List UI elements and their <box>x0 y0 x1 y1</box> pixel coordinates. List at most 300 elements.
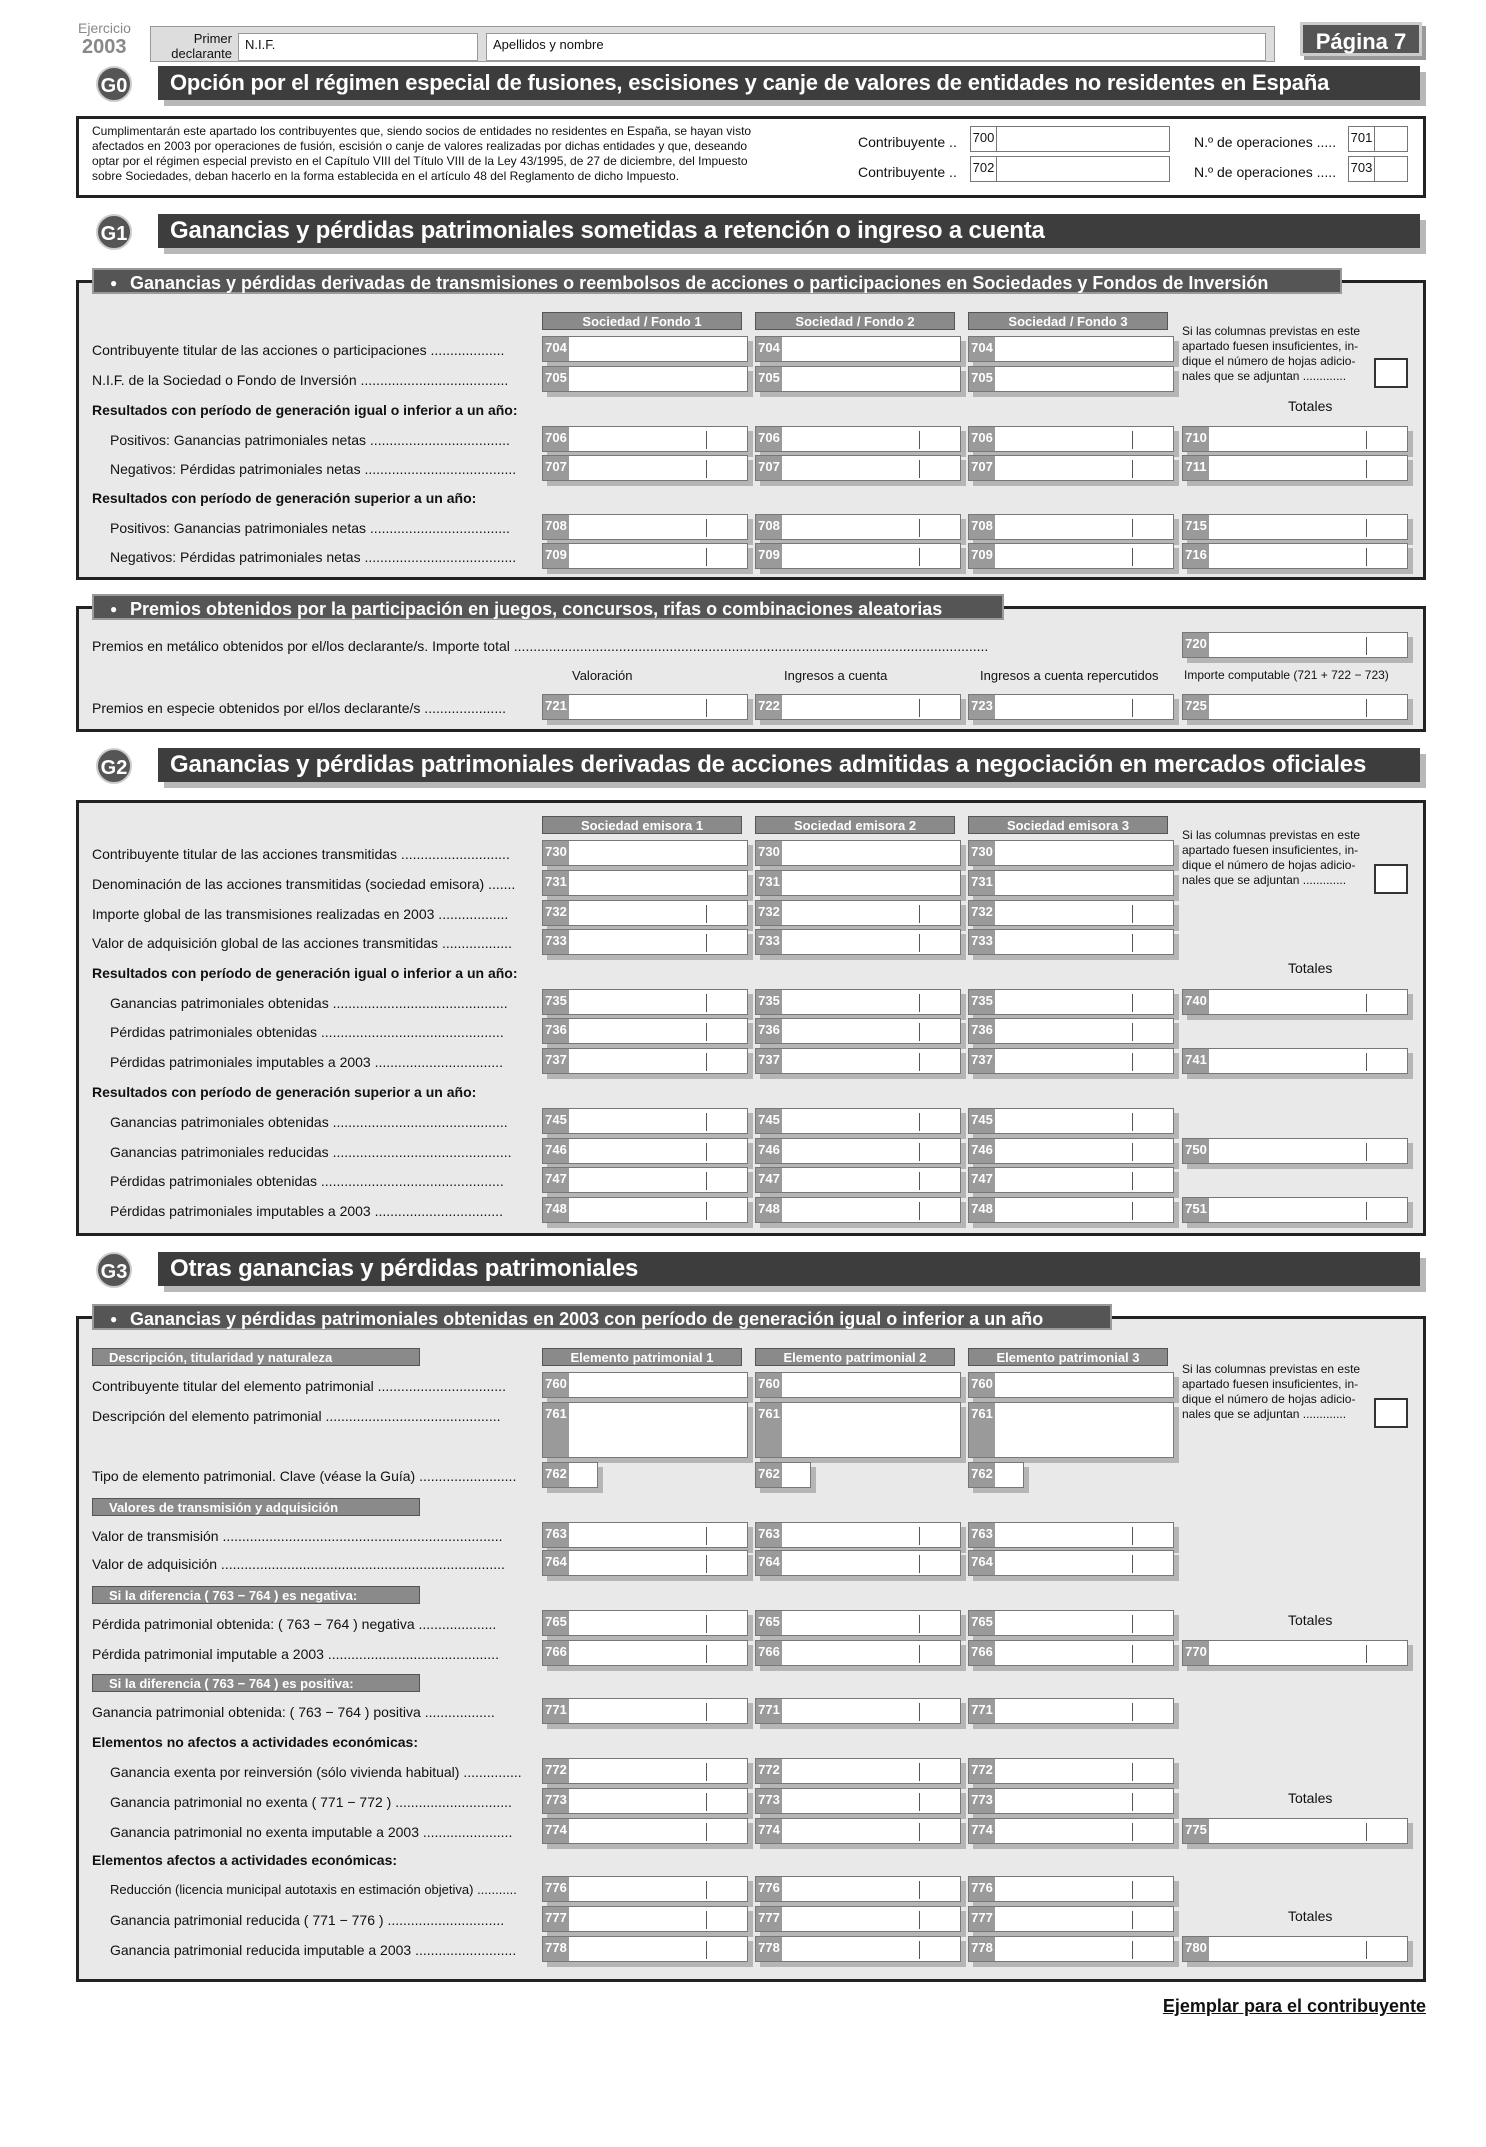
field-777[interactable] <box>755 1906 961 1932</box>
field-code: 704 <box>543 337 569 361</box>
field-735[interactable] <box>755 989 961 1015</box>
field-code: 722 <box>756 695 782 719</box>
field-746[interactable] <box>968 1138 1174 1164</box>
field-720[interactable] <box>1182 632 1408 658</box>
g2-label-per: Pérdidas patrimoniales obtenidas ............................................... <box>110 1024 504 1040</box>
g1-subhead-premios: ● Premios obtenidos por la participación en juegos, concursos, rifas o combinaciones aleatorias <box>92 594 1004 620</box>
field-code: 774 <box>543 1819 569 1843</box>
g3-label-reduccion: Reducción (licencia municipal autotaxis en estimación objetiva) ........... <box>110 1882 517 1897</box>
field-716[interactable] <box>1182 543 1408 569</box>
field-774[interactable] <box>755 1818 961 1844</box>
g1-note: Si las columnas previstas en este apartado fuesen insuficientes, in- dique el número de hojas adicio- nales que se adjuntan ............. <box>1182 324 1361 383</box>
field-740[interactable] <box>1182 989 1408 1015</box>
field-766[interactable] <box>968 1640 1174 1666</box>
field-708[interactable] <box>755 514 961 540</box>
field-706[interactable] <box>755 426 961 452</box>
field-code: 761 <box>543 1403 569 1457</box>
field-code: 776 <box>543 1877 569 1901</box>
g1-label-res1: Resultados con período de generación igual o inferior a un año: <box>92 402 518 418</box>
field-code: 746 <box>543 1139 569 1163</box>
g1-premio-col-ingresos: Ingresos a cuenta <box>784 668 888 683</box>
field-code: 708 <box>543 515 569 539</box>
field-773[interactable] <box>968 1788 1174 1814</box>
field-code: 735 <box>756 990 782 1014</box>
field-700[interactable]: 700 <box>970 126 1170 152</box>
field-773[interactable] <box>755 1788 961 1814</box>
field-722[interactable] <box>755 694 961 720</box>
field-code: 737 <box>543 1049 569 1073</box>
field-code: 773 <box>969 1789 995 1813</box>
field-code: 780 <box>1183 1937 1209 1961</box>
g3-totales-label-3: Totales <box>1288 1908 1333 1924</box>
field-code: 770 <box>1183 1641 1209 1665</box>
apellidos-field[interactable]: Apellidos y nombre <box>486 33 1266 61</box>
field-code: 709 <box>756 544 782 568</box>
g2-col-3: Sociedad emisora 3 <box>968 816 1168 834</box>
field-770[interactable] <box>1182 1640 1408 1666</box>
field-code: 706 <box>756 427 782 451</box>
field-705[interactable] <box>755 366 961 392</box>
g1-premio-col-valoracion: Valoración <box>572 668 633 683</box>
g3-totales-label-1: Totales <box>1288 1612 1333 1628</box>
g0-contribuyente-1: Contribuyente .. <box>858 134 957 150</box>
g1-premios-metalico: Premios en metálico obtenidos por el/los declarante/s. Importe total .......................................................................................................................... <box>92 638 989 654</box>
field-code: 763 <box>543 1523 569 1547</box>
field-code: 764 <box>543 1551 569 1575</box>
field-732[interactable] <box>542 900 748 926</box>
field-code: 730 <box>756 841 782 865</box>
field-746[interactable] <box>755 1138 961 1164</box>
field-775[interactable] <box>1182 1818 1408 1844</box>
field-code: 771 <box>543 1699 569 1723</box>
field-code: 707 <box>969 456 995 480</box>
field-778[interactable] <box>968 1936 1174 1962</box>
footer-ejemplar: Ejemplar para el contribuyente <box>1162 1996 1426 2016</box>
field-702[interactable]: 702 <box>970 156 1170 182</box>
g1-label-pos2: Positivos: Ganancias patrimoniales netas .................................... <box>110 520 510 536</box>
field-708[interactable] <box>542 514 748 540</box>
field-761[interactable] <box>968 1402 1174 1458</box>
g3-label-ganancia: Ganancia patrimonial obtenida: ( 763 − 764 ) positiva .................. <box>92 1704 495 1720</box>
field-763[interactable] <box>755 1522 961 1548</box>
field-762[interactable] <box>968 1462 1024 1488</box>
field-750[interactable] <box>1182 1138 1408 1164</box>
field-code: 709 <box>969 544 995 568</box>
field-code: 736 <box>969 1019 995 1043</box>
field-748[interactable] <box>755 1197 961 1223</box>
field-777[interactable] <box>542 1906 748 1932</box>
field-code: 772 <box>543 1759 569 1783</box>
g2-title: Ganancias y pérdidas patrimoniales derivadas de acciones admitidas a negociación en mercados oficiales <box>158 748 1420 782</box>
field-code: 765 <box>969 1611 995 1635</box>
field-code: 711 <box>1183 456 1209 480</box>
field-745[interactable] <box>542 1108 748 1134</box>
g3-col-2: Elemento patrimonial 2 <box>755 1348 955 1366</box>
field-772[interactable] <box>968 1758 1174 1784</box>
g2-label-perimp2: Pérdidas patrimoniales imputables a 2003 ................................. <box>110 1203 503 1219</box>
field-745[interactable] <box>755 1108 961 1134</box>
g3-desc-header: Descripción, titularidad y naturaleza <box>92 1348 420 1366</box>
field-771[interactable] <box>968 1698 1174 1724</box>
field-735[interactable] <box>542 989 748 1015</box>
field-code: 777 <box>969 1907 995 1931</box>
g1-label-pos1: Positivos: Ganancias patrimoniales netas .................................... <box>110 432 510 448</box>
g3-label-vtrans: Valor de transmisión ........................................................................ <box>92 1528 503 1544</box>
field-code: 760 <box>969 1373 995 1397</box>
field-701[interactable]: 701 <box>1348 126 1408 152</box>
g0-paragraph: Cumplimentarán este apartado los contribuyentes que, siendo socios de entidades no residentes en España, se hayan visto afectados en 2003 por operaciones de fusión, escisión o canje de valores realizadas por dichas entidades y que, deseando optar por el régimen especial previsto en el Capítulo VIII del Título VIII de la Ley 43/1995, de 27 de diciembre, del Impuesto sobre Sociedades, deban hacerlo en la forma establecida en el artículo 48 del Reglamento de dicho Impuesto. <box>92 124 752 183</box>
field-704[interactable] <box>542 336 748 362</box>
field-765[interactable] <box>755 1610 961 1636</box>
field-731[interactable] <box>542 870 748 896</box>
g3-title: Otras ganancias y pérdidas patrimoniales <box>158 1252 1420 1286</box>
g1-label-res2: Resultados con período de generación superior a un año: <box>92 490 477 506</box>
field-code: 760 <box>543 1373 569 1397</box>
g3-label-noexenta: Ganancia patrimonial no exenta ( 771 − 772 ) .............................. <box>110 1794 512 1810</box>
field-707[interactable] <box>542 455 748 481</box>
field-code: 772 <box>756 1759 782 1783</box>
field-code: 763 <box>756 1523 782 1547</box>
field-746[interactable] <box>542 1138 748 1164</box>
field-730[interactable] <box>755 840 961 866</box>
g2-col-2: Sociedad emisora 2 <box>755 816 955 834</box>
field-733[interactable] <box>755 929 961 955</box>
field-715[interactable] <box>1182 514 1408 540</box>
field-code: 716 <box>1183 544 1209 568</box>
g3-label-desc: Descripción del elemento patrimonial ............................................. <box>92 1408 501 1424</box>
field-731[interactable] <box>968 870 1174 896</box>
field-763[interactable] <box>968 1522 1174 1548</box>
field-736[interactable] <box>968 1018 1174 1044</box>
g2-label-per2: Pérdidas patrimoniales obtenidas ............................................... <box>110 1173 504 1189</box>
field-772[interactable] <box>755 1758 961 1784</box>
g0-operaciones-2: N.º de operaciones ..... <box>1194 164 1337 180</box>
g3-valores-header: Valores de transmisión y adquisición <box>92 1498 420 1516</box>
field-code: 708 <box>756 515 782 539</box>
field-code: 746 <box>969 1139 995 1163</box>
field-766[interactable] <box>542 1640 748 1666</box>
field-762[interactable] <box>542 1462 598 1488</box>
field-764[interactable] <box>542 1550 748 1576</box>
field-code: 730 <box>969 841 995 865</box>
field-762[interactable] <box>755 1462 811 1488</box>
field-code: 731 <box>969 871 995 895</box>
field-736[interactable] <box>542 1018 748 1044</box>
field-code: 705 <box>543 367 569 391</box>
g2-label-valor: Valor de adquisición global de las acciones transmitidas .................. <box>92 935 512 951</box>
field-code: 748 <box>969 1198 995 1222</box>
field-code: 721 <box>543 695 569 719</box>
field-761[interactable] <box>755 1402 961 1458</box>
g3-label-tipo: Tipo de elemento patrimonial. Clave (véase la Guía) ......................... <box>92 1468 517 1484</box>
g2-label-perimp: Pérdidas patrimoniales imputables a 2003 ................................. <box>110 1054 503 1070</box>
field-code: 748 <box>756 1198 782 1222</box>
field-703[interactable]: 703 <box>1348 156 1408 182</box>
field-747[interactable] <box>968 1167 1174 1193</box>
g3-totales-label-2: Totales <box>1288 1790 1333 1806</box>
field-code: 723 <box>969 695 995 719</box>
field-760[interactable] <box>542 1372 748 1398</box>
field-737[interactable] <box>755 1048 961 1074</box>
field-731[interactable] <box>755 870 961 896</box>
field-771[interactable] <box>755 1698 961 1724</box>
field-761[interactable] <box>542 1402 748 1458</box>
g2-totales-label: Totales <box>1288 960 1333 976</box>
field-code: 706 <box>969 427 995 451</box>
ejercicio-label: Ejercicio <box>78 20 131 36</box>
field-code: 776 <box>756 1877 782 1901</box>
field-725[interactable] <box>1182 694 1408 720</box>
g2-badge: G2 <box>96 748 132 784</box>
g0-contribuyente-2: Contribuyente .. <box>858 164 957 180</box>
field-code: 747 <box>543 1168 569 1192</box>
field-709[interactable] <box>968 543 1174 569</box>
field-771[interactable] <box>542 1698 748 1724</box>
g0-badge: G0 <box>96 66 132 102</box>
field-751[interactable] <box>1182 1197 1408 1223</box>
field-748[interactable] <box>542 1197 748 1223</box>
field-code: 745 <box>543 1109 569 1133</box>
field-778[interactable] <box>542 1936 748 1962</box>
field-765[interactable] <box>542 1610 748 1636</box>
g1-title: Ganancias y pérdidas patrimoniales sometidas a retención o ingreso a cuenta <box>158 214 1420 248</box>
field-707[interactable] <box>968 455 1174 481</box>
field-737[interactable] <box>542 1048 748 1074</box>
field-code: 773 <box>543 1789 569 1813</box>
field-code: 760 <box>756 1373 782 1397</box>
field-776[interactable] <box>968 1876 1174 1902</box>
field-777[interactable] <box>968 1906 1174 1932</box>
field-code: 731 <box>756 871 782 895</box>
field-code: 708 <box>969 515 995 539</box>
field-code: 720 <box>1183 633 1209 657</box>
field-733[interactable] <box>968 929 1174 955</box>
field-773[interactable] <box>542 1788 748 1814</box>
field-code: 766 <box>969 1641 995 1665</box>
field-778[interactable] <box>755 1936 961 1962</box>
field-780[interactable] <box>1182 1936 1408 1962</box>
g3-label-exenta: Ganancia exenta por reinversión (sólo vivienda habitual) ............... <box>110 1764 522 1780</box>
field-737[interactable] <box>968 1048 1174 1074</box>
field-774[interactable] <box>542 1818 748 1844</box>
field-code: 746 <box>756 1139 782 1163</box>
g1-badge: G1 <box>96 214 132 250</box>
field-code: 706 <box>543 427 569 451</box>
g2-label-ganred: Ganancias patrimoniales reducidas .............................................. <box>110 1144 512 1160</box>
field-code: 715 <box>1183 515 1209 539</box>
g3-neg-header: Si la diferencia ( 763 − 764 ) es negativa: <box>92 1586 420 1604</box>
g3-label-vadq: Valor de adquisición ......................................................................... <box>92 1556 505 1572</box>
field-745[interactable] <box>968 1108 1174 1134</box>
g3-subhead: ● Ganancias y pérdidas patrimoniales obtenidas en 2003 con período de generación igual o inferior a un año <box>92 1304 1112 1330</box>
field-code: 732 <box>756 901 782 925</box>
g3-col-1: Elemento patrimonial 1 <box>542 1348 742 1366</box>
field-764[interactable] <box>968 1550 1174 1576</box>
field-747[interactable] <box>755 1167 961 1193</box>
field-code: 765 <box>543 1611 569 1635</box>
field-code: 705 <box>756 367 782 391</box>
field-code: 774 <box>756 1819 782 1843</box>
field-code: 745 <box>969 1109 995 1133</box>
field-732[interactable] <box>755 900 961 926</box>
field-code: 776 <box>969 1877 995 1901</box>
page-number: Página 7 <box>1300 22 1422 56</box>
field-711[interactable] <box>1182 455 1408 481</box>
field-code: 735 <box>969 990 995 1014</box>
field-733[interactable] <box>542 929 748 955</box>
field-709[interactable] <box>755 543 961 569</box>
field-code: 732 <box>969 901 995 925</box>
field-code: 778 <box>756 1937 782 1961</box>
field-730[interactable] <box>968 840 1174 866</box>
g2-label-denom: Denominación de las acciones transmitidas (sociedad emisora) ....... <box>92 876 516 892</box>
field-741[interactable] <box>1182 1048 1408 1074</box>
field-706[interactable] <box>542 426 748 452</box>
g3-hojas-checkbox[interactable] <box>1374 1398 1408 1428</box>
field-code: 725 <box>1183 695 1209 719</box>
field-772[interactable] <box>542 1758 748 1784</box>
field-code: 777 <box>543 1907 569 1931</box>
g1-totales-label: Totales <box>1288 398 1333 414</box>
g3-label-afectos: Elementos afectos a actividades económicas: <box>92 1852 398 1868</box>
field-704[interactable] <box>755 336 961 362</box>
field-code: 704 <box>756 337 782 361</box>
field-code: 736 <box>756 1019 782 1043</box>
field-code: 736 <box>543 1019 569 1043</box>
g3-label-perdimp: Pérdida patrimonial imputable a 2003 ............................................ <box>92 1646 499 1662</box>
field-704[interactable] <box>968 336 1174 362</box>
field-code: 762 <box>969 1463 995 1487</box>
field-code: 745 <box>756 1109 782 1133</box>
field-code: 747 <box>969 1168 995 1192</box>
field-code: 748 <box>543 1198 569 1222</box>
field-code: 762 <box>543 1463 569 1487</box>
field-code: 764 <box>756 1551 782 1575</box>
field-code: 763 <box>969 1523 995 1547</box>
field-code: 766 <box>543 1641 569 1665</box>
g0-operaciones-1: N.º de operaciones ..... <box>1194 134 1337 150</box>
g1-col-3: Sociedad / Fondo 3 <box>968 312 1168 330</box>
field-code: 709 <box>543 544 569 568</box>
field-735[interactable] <box>968 989 1174 1015</box>
g0-title: Opción por el régimen especial de fusiones, escisiones y canje de valores de entidades no residentes en España <box>158 66 1420 100</box>
g1-label-titular: Contribuyente titular de las acciones o participaciones ................... <box>92 342 505 358</box>
field-763[interactable] <box>542 1522 748 1548</box>
field-765[interactable] <box>968 1610 1174 1636</box>
g3-label-reducida: Ganancia patrimonial reducida ( 771 − 776 ) .............................. <box>110 1912 505 1928</box>
field-code: 735 <box>543 990 569 1014</box>
field-code: 772 <box>969 1759 995 1783</box>
field-code: 764 <box>969 1551 995 1575</box>
field-748[interactable] <box>968 1197 1174 1223</box>
field-code: 705 <box>969 367 995 391</box>
field-760[interactable] <box>755 1372 961 1398</box>
g2-label-importe: Importe global de las transmisiones realizadas en 2003 .................. <box>92 906 509 922</box>
field-code: 704 <box>969 337 995 361</box>
field-code: 707 <box>543 456 569 480</box>
field-708[interactable] <box>968 514 1174 540</box>
g2-label-titular: Contribuyente titular de las acciones transmitidas ............................ <box>92 846 510 862</box>
field-732[interactable] <box>968 900 1174 926</box>
field-code: 773 <box>756 1789 782 1813</box>
field-code: 750 <box>1183 1139 1209 1163</box>
field-709[interactable] <box>542 543 748 569</box>
g1-col-1: Sociedad / Fondo 1 <box>542 312 742 330</box>
field-774[interactable] <box>968 1818 1174 1844</box>
g2-label-gan: Ganancias patrimoniales obtenidas ............................................. <box>110 995 508 1011</box>
field-705[interactable] <box>542 366 748 392</box>
field-723[interactable] <box>968 694 1174 720</box>
field-705[interactable] <box>968 366 1174 392</box>
g2-hojas-checkbox[interactable] <box>1374 864 1408 894</box>
field-code: 765 <box>756 1611 782 1635</box>
field-code: 777 <box>756 1907 782 1931</box>
g1-label-nif: N.I.F. de la Sociedad o Fondo de Inversión ...................................... <box>92 372 509 388</box>
field-code: 730 <box>543 841 569 865</box>
g1-subhead-acciones: ● Ganancias y pérdidas derivadas de transmisiones o reembolsos de acciones o participaciones en Sociedades y Fondos de Inversión <box>92 268 1342 294</box>
g1-premio-col-computable: Importe computable (721 + 722 − 723) <box>1184 668 1389 682</box>
g2-label-res1: Resultados con período de generación igual o inferior a un año: <box>92 965 518 981</box>
field-707[interactable] <box>755 455 961 481</box>
field-code: 733 <box>969 930 995 954</box>
field-721[interactable] <box>542 694 748 720</box>
g3-pos-header: Si la diferencia ( 763 − 764 ) es positiva: <box>92 1674 420 1692</box>
field-760[interactable] <box>968 1372 1174 1398</box>
field-code: 707 <box>756 456 782 480</box>
nif-field[interactable]: N.I.F. <box>238 33 478 61</box>
field-code: 710 <box>1183 427 1209 451</box>
field-code: 740 <box>1183 990 1209 1014</box>
g2-label-res2: Resultados con período de generación superior a un año: <box>92 1084 477 1100</box>
field-730[interactable] <box>542 840 748 866</box>
field-code: 741 <box>1183 1049 1209 1073</box>
field-766[interactable] <box>755 1640 961 1666</box>
field-code: 771 <box>969 1699 995 1723</box>
ejercicio-year: 2003 <box>82 36 127 58</box>
field-747[interactable] <box>542 1167 748 1193</box>
field-706[interactable] <box>968 426 1174 452</box>
field-code: 775 <box>1183 1819 1209 1843</box>
g3-col-3: Elemento patrimonial 3 <box>968 1348 1168 1366</box>
field-code: 731 <box>543 871 569 895</box>
g3-label-titular: Contribuyente titular del elemento patrimonial ................................. <box>92 1378 506 1394</box>
field-code: 774 <box>969 1819 995 1843</box>
g2-label-gan2: Ganancias patrimoniales obtenidas ............................................. <box>110 1114 508 1130</box>
field-code: 766 <box>756 1641 782 1665</box>
field-code: 747 <box>756 1168 782 1192</box>
g2-col-1: Sociedad emisora 1 <box>542 816 742 834</box>
field-code: 733 <box>756 930 782 954</box>
field-code: 732 <box>543 901 569 925</box>
primer-declarante-label: Primer declarante <box>171 31 232 61</box>
field-710[interactable] <box>1182 426 1408 452</box>
field-736[interactable] <box>755 1018 961 1044</box>
g3-label-noexenta-imp: Ganancia patrimonial no exenta imputable a 2003 ....................... <box>110 1824 513 1840</box>
field-code: 771 <box>756 1699 782 1723</box>
field-code: 737 <box>756 1049 782 1073</box>
field-code: 761 <box>969 1403 995 1457</box>
field-764[interactable] <box>755 1550 961 1576</box>
field-code: 762 <box>756 1463 782 1487</box>
g1-premios-especie: Premios en especie obtenidos por el/los declarante/s ..................... <box>92 700 506 716</box>
g1-label-neg1: Negativos: Pérdidas patrimoniales netas ....................................... <box>110 461 517 477</box>
g1-hojas-checkbox[interactable] <box>1374 358 1408 388</box>
field-776[interactable] <box>755 1876 961 1902</box>
g1-premio-col-repercutidos: Ingresos a cuenta repercutidos <box>980 668 1159 683</box>
field-776[interactable] <box>542 1876 748 1902</box>
g2-note: Si las columnas previstas en este apartado fuesen insuficientes, in- dique el número de hojas adicio- nales que se adjuntan ............. <box>1182 828 1361 887</box>
field-code: 751 <box>1183 1198 1209 1222</box>
